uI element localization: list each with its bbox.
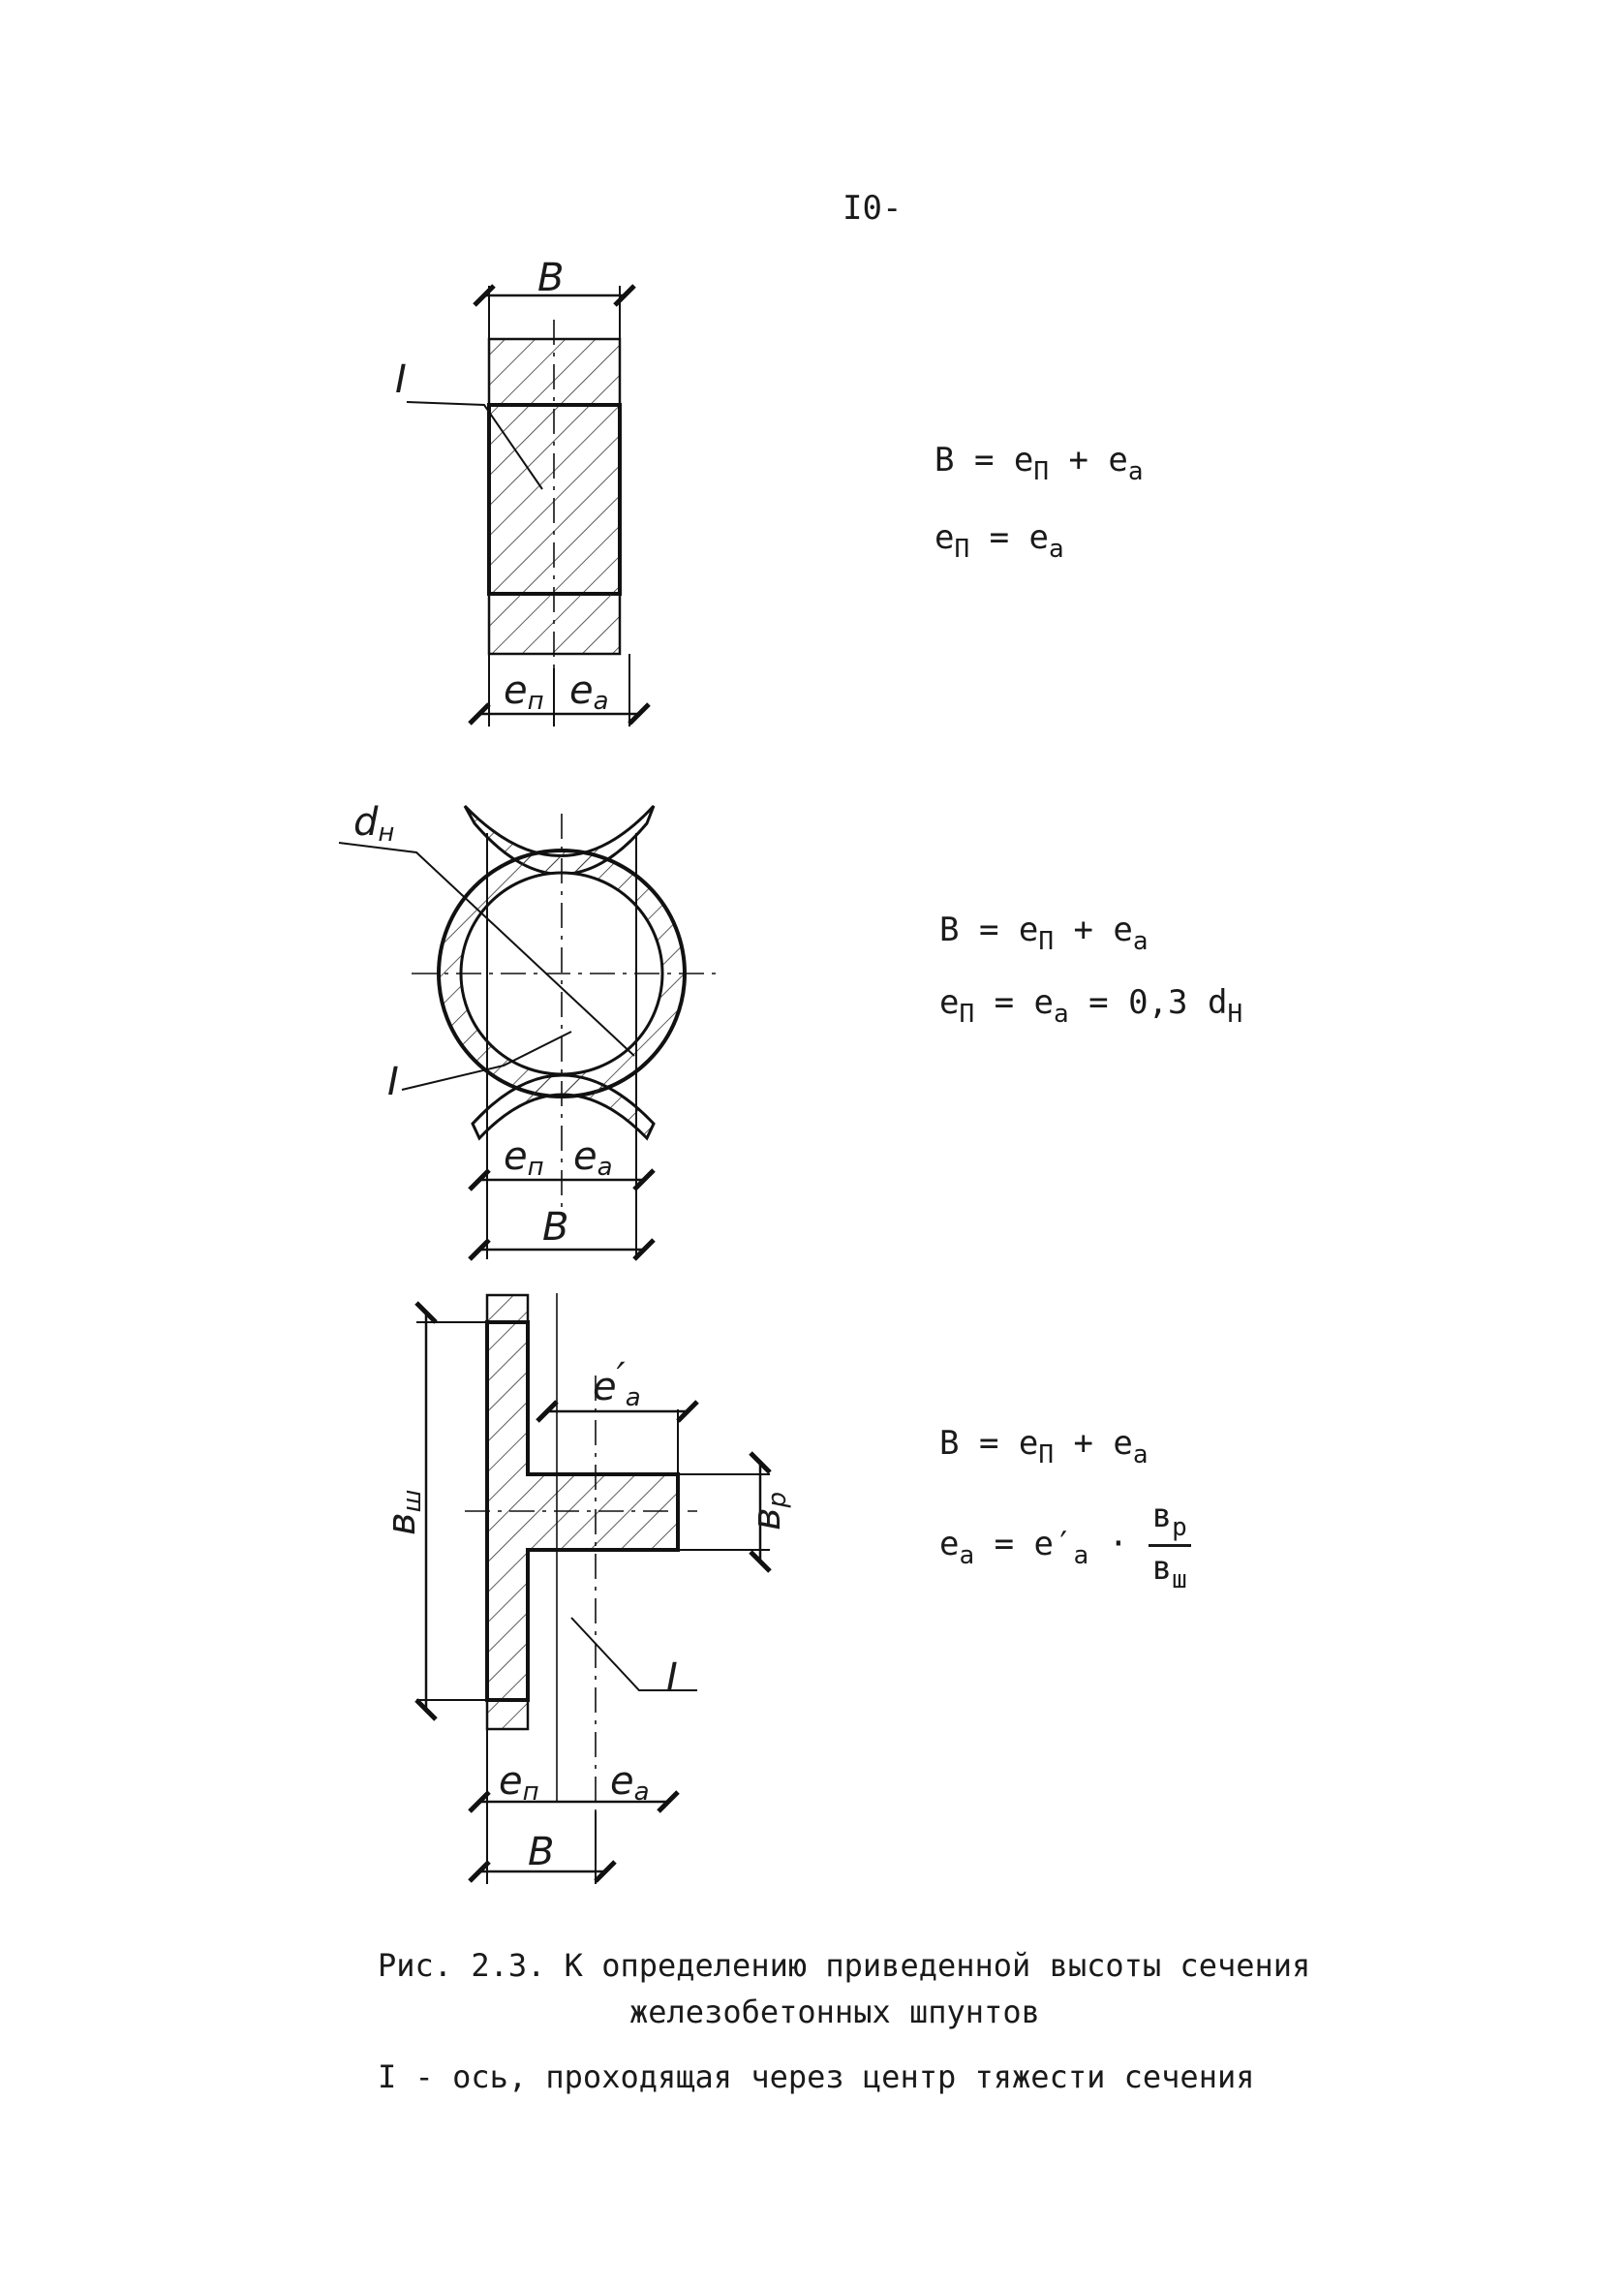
figure-rectangular-section <box>407 286 639 727</box>
fig2-label-axis: I <box>387 1060 399 1104</box>
formula-3-line-2: $e_a = e'_a$ · $\frac{в_р}{в_ш}$ <box>939 1497 1191 1594</box>
fig3-label-ea: ea <box>610 1759 650 1807</box>
fig3-label-ep: eп <box>499 1759 539 1807</box>
fig2-label-dn: dн <box>353 800 395 848</box>
fig3-label-b: B <box>528 1830 555 1874</box>
fig1-label-axis: I <box>395 357 407 402</box>
fig1-label-b: B <box>537 256 565 300</box>
fig2-label-b: B <box>542 1205 569 1250</box>
formula-2-line-1: $B = e_П + e_a$ <box>939 911 1149 957</box>
fig1-label-ea: ea <box>569 668 609 716</box>
fig1-label-ep: eп <box>504 668 544 716</box>
figure-caption-line-2: железобетонных шпунтов <box>629 1994 1040 2030</box>
fig3-label-axis: I <box>666 1655 678 1700</box>
fig3-label-ea-prime: e′a <box>593 1355 641 1412</box>
page-number: I0- <box>843 189 903 228</box>
fig3-label-bsh: вш <box>380 1489 427 1535</box>
fig2-label-ep: eп <box>504 1134 544 1182</box>
fig2-label-ea: ea <box>573 1134 613 1182</box>
formula-1-line-2: $e_П = e_a$ <box>935 518 1064 565</box>
formula-1-line-1: $B = e_П + e_a$ <box>935 441 1144 487</box>
figure-circular-section <box>339 806 717 1259</box>
figure-caption-line-3: I - ось, проходящая через центр тяжести сечения <box>378 2058 1255 2095</box>
figure-caption-line-1: Рис. 2.3. К определению приведенной высоты сечения <box>378 1947 1311 1984</box>
formula-3-line-1: $B = e_П + e_a$ <box>939 1424 1149 1470</box>
formula-3-fraction: $\frac{в_р}{в_ш}$ <box>1149 1497 1191 1594</box>
formula-2-line-2: $e_П = e_a = 0,3$ $d_Н$ <box>939 983 1243 1030</box>
fig3-label-br: вр <box>745 1491 792 1530</box>
